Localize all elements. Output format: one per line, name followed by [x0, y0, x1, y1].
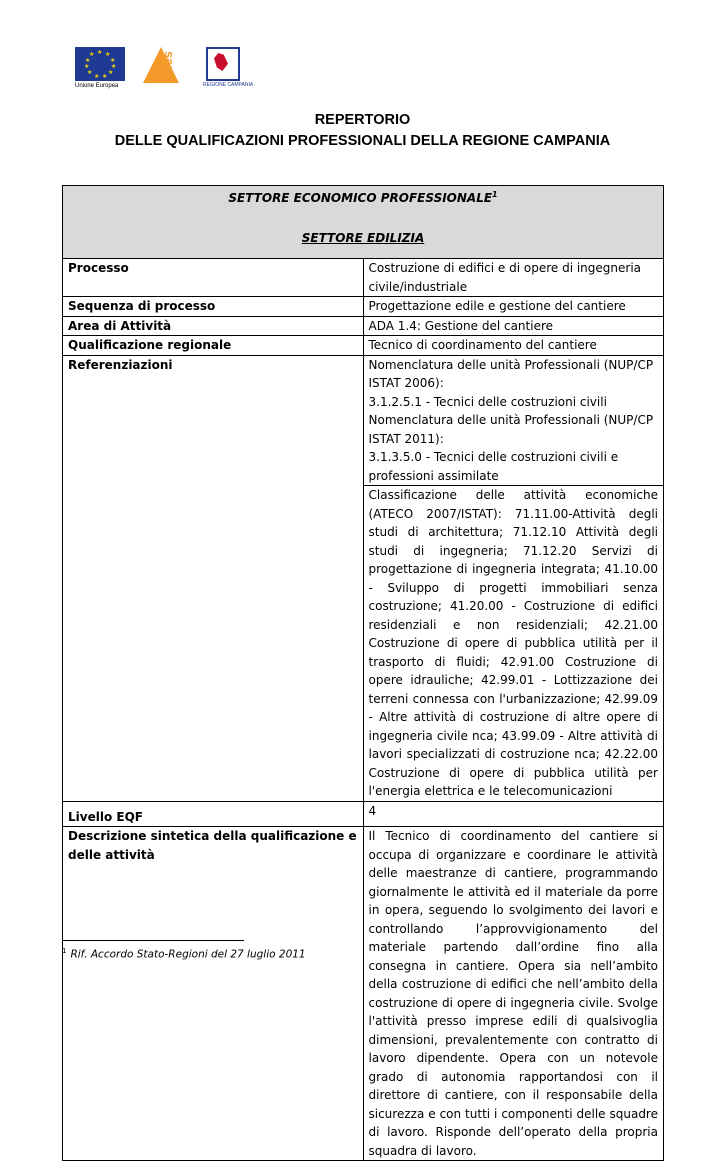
row-value: Progettazione edile e gestione del cantiere	[363, 297, 664, 317]
qualification-table	[62, 185, 664, 1161]
table-row	[63, 316, 664, 336]
row-key: Area di Attività	[63, 316, 364, 336]
nup-line: Nomenclatura delle unità Professionali (NUP/CP ISTAT 2011):	[368, 413, 654, 446]
table-row	[63, 297, 664, 317]
arsan-text: Ar	[138, 49, 153, 64]
eu-label: Unione Europea	[75, 83, 119, 89]
nup-classification	[363, 355, 664, 486]
table-row	[63, 827, 664, 1161]
table-row	[63, 336, 664, 356]
nup-line: 3.1.3.5.0 - Tecnici delle costruzioni civili e professioni assimilate	[368, 450, 619, 483]
nup-line: Nomenclatura delle unità Professionali (NUP/CP ISTAT 2006):	[368, 357, 654, 390]
header-row	[63, 186, 664, 259]
description-key: Descrizione sintetica della qualificazione e delle attività	[63, 827, 364, 1161]
title-line-2: DELLE QUALIFICAZIONI PROFESSIONALI DELLA REGIONE CAMPANIA	[114, 133, 611, 149]
ateco-classification: Classificazione delle attività economiche (ATECO 2007/ISTAT): 71.11.00-Attività degli studi di architettura; 71.12.10 Attività degli studi di ingegneria; 71.12.20 Servizi di progettazione di ingegneria integrata; 41.10.00 - Sviluppo di progetti immobiliari senza costruzione; 41.20.00 - Costruzione di edifici residenziali e non residenziali; 42.21.00 Costruzione di opere di pubblica utilità per il trasporto di fluidi; 42.91.00 Costruzione di opere idrauliche; 42.99.01 - Lottizzazione dei terreni connessa con l'urbanizzazione; 42.99.09 - Altre attività di costruzione di altre opere di ingegneria civile nca; 43.99.09 - Altre attività di lavori specializzati di costruzione nca; 42.22.00 Costruzione di opere di pubblica utilità per l'energia elettrica e le telecomunicazioni	[363, 486, 664, 802]
subsector-title: SETTORE EDILIZIA	[301, 230, 425, 245]
table-row	[63, 355, 664, 486]
arsan-logo	[137, 47, 189, 89]
row-key: Processo	[63, 259, 364, 297]
eu-flag-icon: ★ ★ ★ ★ ★ ★ ★ ★ ★ ★ ★	[75, 47, 125, 81]
eqf-value: 4	[363, 801, 664, 827]
nup-line: 3.1.2.5.1 - Tecnici delle costruzioni civili	[368, 394, 607, 409]
footnote-text: Rif. Accordo Stato-Regioni del 27 luglio 2011	[70, 948, 306, 961]
eu-logo	[75, 47, 125, 89]
table-row	[63, 259, 664, 297]
regione-campania-logo	[203, 47, 254, 91]
footnote-ref: 1	[492, 190, 498, 199]
title-line-1: REPERTORIO	[314, 112, 411, 128]
row-key: Sequenza di processo	[63, 297, 364, 317]
row-value: Tecnico di coordinamento del cantiere	[363, 336, 664, 356]
row-key: Qualificazione regionale	[63, 336, 364, 356]
row-value: ADA 1.4: Gestione del cantiere	[363, 316, 664, 336]
footnote	[62, 947, 306, 961]
arsan-side-text: san	[162, 51, 177, 74]
page-title	[0, 110, 725, 152]
sector-title: SETTORE ECONOMICO PROFESSIONALE$^1$	[228, 190, 498, 205]
description-value: Il Tecnico di coordinamento del cantiere si occupa di organizzare e coordinare le attività delle maestranze di cantiere, programmando giornalmente le attività ed il materiale da porre in opera, seguendo lo svolgimento dei lavori e controllando l’approvvigionamento del materiale partendo dall’ordine fino alla consegna in cantiere. Opera sia nell’ambito della costruzione di edifici che nell’ambito della costruzione di opere di ingegneria civile. Svolge l'attività presso imprese edili di qualsivoglia dimensioni, prevalentemente con contratto di lavoro dipendente. Opera con un notevole grado di autonomia rapportandosi con il direttore di cantiere, con il responsabile della sicurezza e con tutti i componenti delle squadre di lavoro. Risponde dell’operato della propria squadra di lavoro.	[363, 827, 664, 1161]
table-row	[63, 801, 664, 827]
row-value: Costruzione di edifici e di opere di ingegneria civile/industriale	[363, 259, 664, 297]
eqf-key: Livello EQF	[63, 801, 364, 827]
footnote-separator	[62, 940, 244, 941]
sector-header	[63, 186, 664, 259]
footnote-mark: 1	[62, 947, 67, 955]
region-label: REGIONE CAMPANIA	[203, 82, 254, 88]
referenziazioni-key: Referenziazioni	[63, 355, 364, 801]
region-shield-icon	[206, 47, 240, 81]
